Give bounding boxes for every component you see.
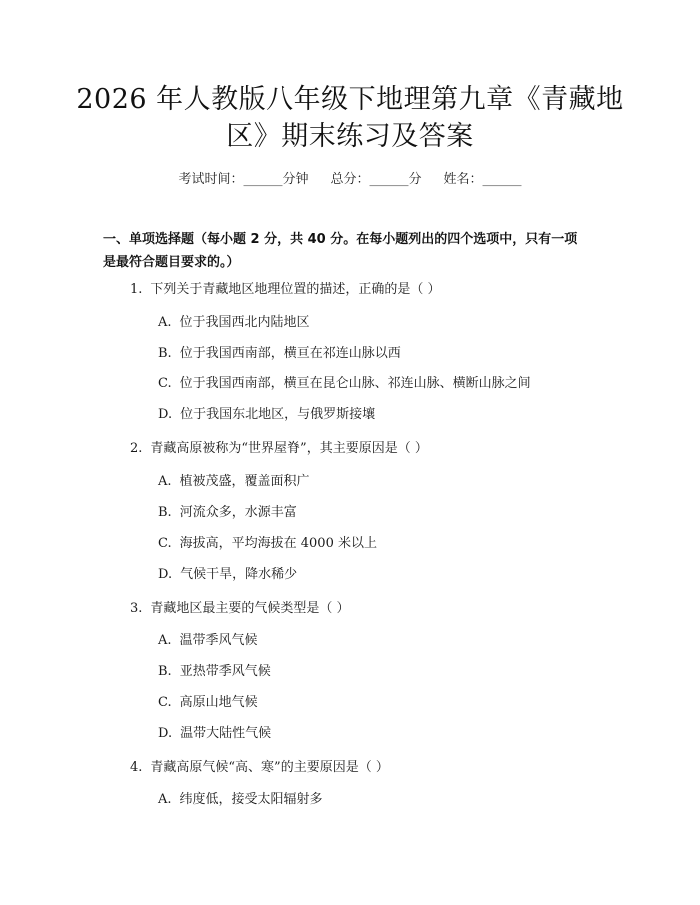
section-heading-line1: 一、单项选择题（每小题 2 分，共 40 分。在每小题列出的四个选项中，只有一项 [103,232,578,247]
option-text: 位于我国西北内陆地区 [179,315,310,330]
option-label: B. [158,664,172,679]
question-text: 青藏高原气候“高、寒”的主要原因是（ ） [150,760,389,775]
option-text: 温带季风气候 [179,633,258,648]
question-4 [130,758,389,778]
exam-time-field: 考试时间：______分钟 [178,172,309,187]
exam-score-field: 总分：______分 [330,172,422,187]
question-2-option-c [158,534,377,554]
question-1-option-a [158,313,310,333]
section-heading-line2: 是最符合题目要求的。） [103,255,240,270]
option-text: 位于我国西南部，横亘在祁连山脉以西 [179,346,401,361]
question-number: 2. [130,441,143,456]
question-text: 青藏地区最主要的气候类型是（ ） [150,601,350,616]
option-label: C. [158,695,172,710]
question-1-option-d [158,405,375,425]
option-text: 位于我国西南部，横亘在昆仑山脉、祁连山脉、横断山脉之间 [179,376,531,391]
question-1-option-b [158,344,401,364]
option-text: 河流众多，水源丰富 [179,505,297,520]
question-number: 3. [130,601,143,616]
option-label: B. [158,505,172,520]
question-1-option-c [158,374,531,394]
option-text: 气候干旱，降水稀少 [180,567,298,582]
option-label: A. [158,792,172,807]
option-text: 海拔高，平均海拔在 4000 米以上 [179,536,377,551]
question-2-option-b [158,503,297,523]
option-text: 亚热带季风气候 [179,664,271,679]
question-3-option-c [158,693,258,713]
question-3-option-a [158,631,258,651]
question-text: 青藏高原被称为“世界屋脊”，其主要原因是（ ） [150,441,428,456]
option-label: D. [158,407,173,422]
document-title-line1: 2026 年人教版八年级下地理第九章《青藏地 [76,84,624,115]
option-label: A. [158,633,172,648]
option-text: 高原山地气候 [179,695,258,710]
option-label: B. [158,346,172,361]
question-number: 4. [130,760,143,775]
question-number: 1. [130,282,143,297]
question-2-option-d [158,565,297,585]
option-text: 位于我国东北地区，与俄罗斯接壤 [180,407,376,422]
option-label: C. [158,376,172,391]
question-3-option-b [158,662,271,682]
question-3-option-d [158,724,271,744]
question-1 [130,280,441,300]
option-label: D. [158,726,173,741]
question-4-option-a [158,790,323,810]
question-text: 下列关于青藏地区地理位置的描述，正确的是（ ） [150,282,441,297]
document-title-line2: 区》期末练习及答案 [226,121,474,152]
exam-name-field: 姓名：______ [443,172,522,187]
question-2-option-a [158,472,310,492]
option-text: 植被茂盛，覆盖面积广 [179,474,310,489]
question-3 [130,599,350,619]
question-2 [130,439,428,459]
option-text: 纬度低，接受太阳辐射多 [179,792,323,807]
option-label: D. [158,567,173,582]
option-label: A. [158,474,172,489]
exam-meta-line [0,168,700,187]
option-text: 温带大陆性气候 [180,726,272,741]
option-label: A. [158,315,172,330]
option-label: C. [158,536,172,551]
